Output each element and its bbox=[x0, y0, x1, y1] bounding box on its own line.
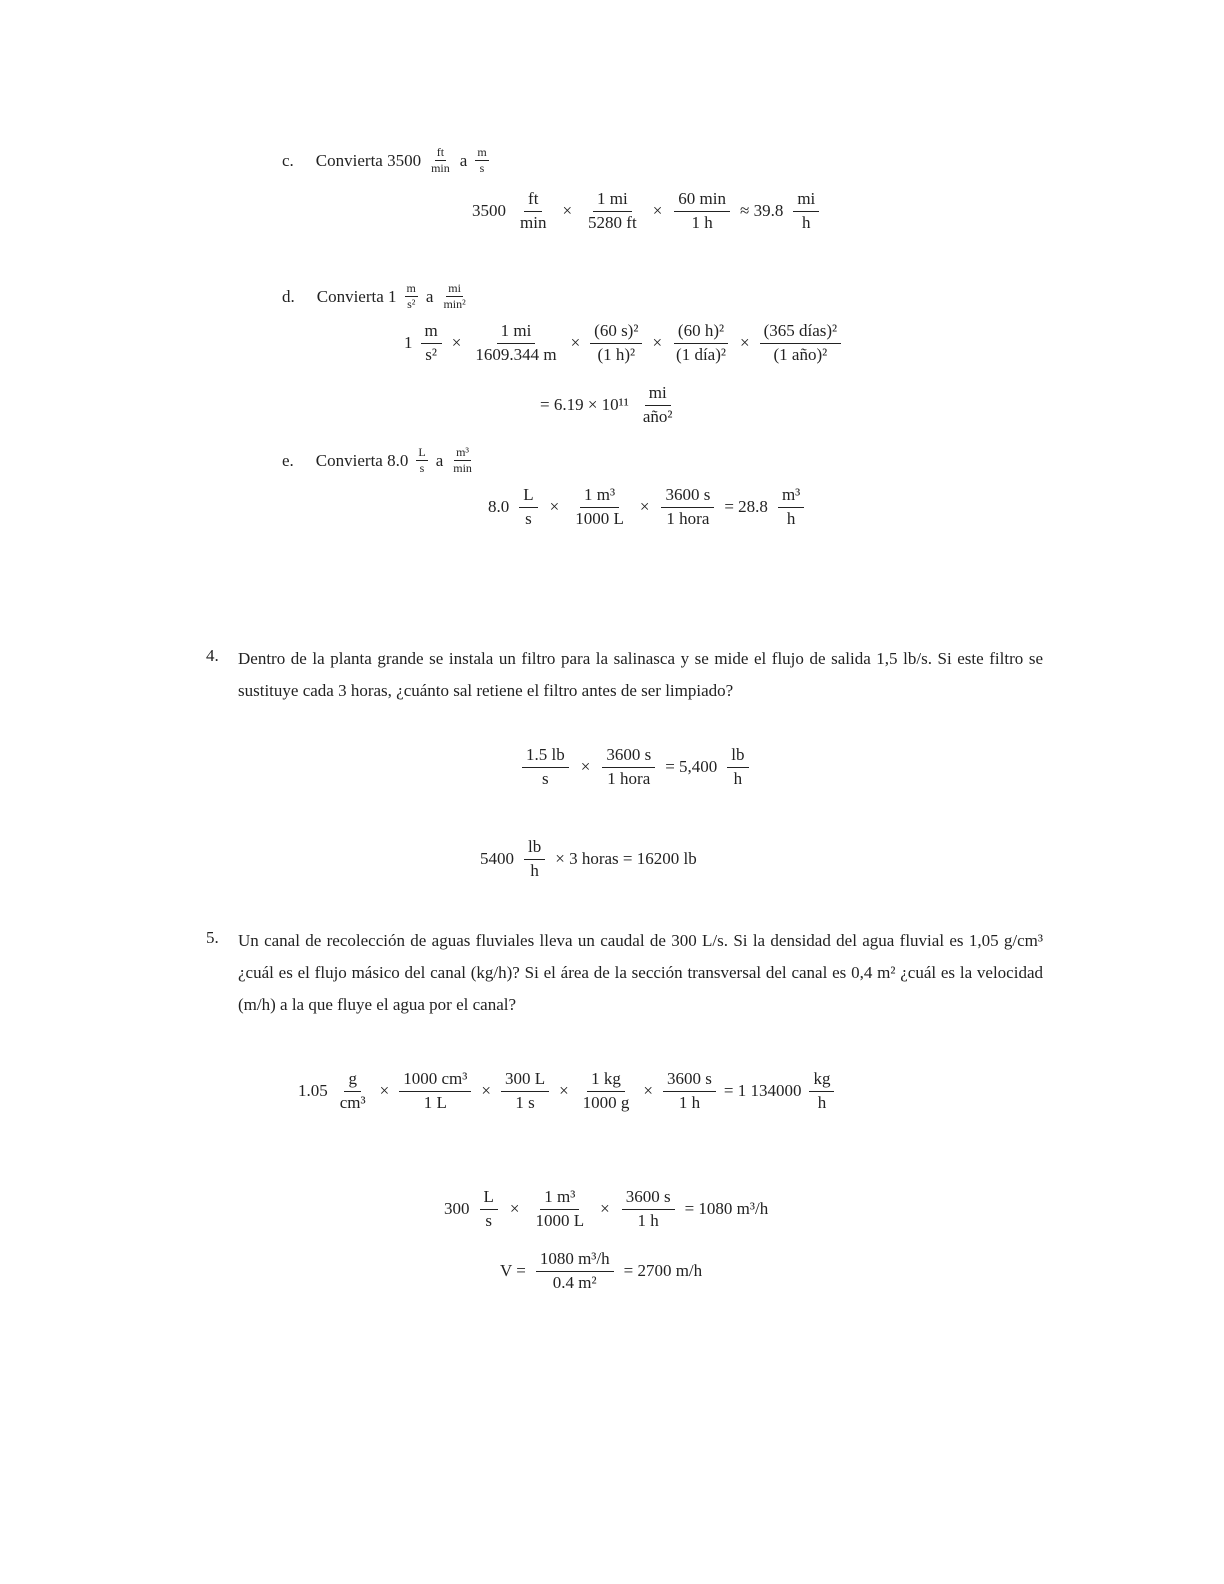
conversion-factor: $\frac{\text{1000 cm³}}{1 L}$ bbox=[399, 1070, 471, 1112]
result-text: = 1080 m³/h bbox=[684, 1199, 769, 1219]
problem-4-number: 4. bbox=[206, 646, 219, 665]
item-label: e. bbox=[282, 450, 294, 470]
result-unit: $\frac{\text{m³}}{h}$ bbox=[778, 486, 804, 528]
result-unit: $\frac{mi}{\text{año²}}$ bbox=[642, 383, 673, 426]
lhs-unit: $\frac{m}{\text{s²}}$ bbox=[421, 322, 442, 364]
lhs-unit: $\frac{L}{s}$ bbox=[519, 486, 537, 528]
heading-from-unit: $\frac{L}{s}$ bbox=[418, 445, 426, 476]
conversion-heading-text: Convierta 8.0 bbox=[315, 450, 409, 470]
conversion-c-equation: 3500 $\frac{ft}{\min}$ × $\frac{1 mi}{5280 ft}$ × $\frac{60 \min}{1 h}$ ≈ 39.8 $\frac{mi}{h}$ bbox=[472, 190, 821, 232]
heading-from-unit: $\frac{ft}{\min}$ bbox=[431, 145, 450, 176]
conversion-factor: $\frac{60 \min}{1 h}$ bbox=[674, 190, 730, 232]
conversion-factor: $\frac{\text{(60 s)²}}{\text{(1 h)²}}$ bbox=[590, 322, 642, 364]
flow-rate: $\frac{1.5 lb}{s}$ bbox=[522, 746, 569, 788]
velocity-label: V = bbox=[500, 1261, 526, 1281]
result-value: = 6.19 × 10¹¹ bbox=[540, 395, 629, 415]
lhs-value: 1.05 bbox=[298, 1081, 328, 1101]
result-unit: $\frac{mi}{h}$ bbox=[793, 190, 819, 232]
result-value: = 28.8 bbox=[724, 497, 768, 517]
lhs-value: 3500 bbox=[472, 201, 506, 221]
lhs-unit: $\frac{lb}{h}$ bbox=[524, 838, 545, 880]
lhs-value: 1 bbox=[404, 333, 413, 353]
conversion-factor: $\frac{3600 s}{\text{1 hora}}$ bbox=[661, 486, 714, 528]
conversion-d-heading: d. Convierta 1 $\frac{m}{\text{s²}}$ a $\frac{mi}{\text{min²}}$ bbox=[282, 281, 466, 312]
result-text: × 3 horas = 16200 lb bbox=[555, 849, 697, 869]
lhs-value: 8.0 bbox=[488, 497, 510, 517]
conversion-e-heading: e. Convierta 8.0 $\frac{L}{s}$ a $\frac{\text{m³}}{\min}$ bbox=[282, 445, 472, 476]
velocity-fraction: $\frac{\text{1080 m³/h}}{\text{0.4 m²}}$ bbox=[536, 1250, 614, 1292]
heading-to-unit: $\frac{mi}{\text{min²}}$ bbox=[443, 281, 466, 312]
conversion-d-result bbox=[540, 384, 679, 426]
conversion-d-equation: 1 $\frac{m}{\text{s²}}$ × $\frac{1 mi}{1609.344 m}$ × $\frac{\text{(60 s)²}}{\text{(1 h)²}}$ × $\frac{\text{(60 h)²}}{\text{(1 día)²}}$ × $\frac{\text{(365 días)²}}{\text{(1 año)²}}$ bbox=[404, 322, 843, 364]
result-unit: $\frac{lb}{h}$ bbox=[727, 746, 748, 788]
problem-4-equation-2 bbox=[480, 838, 697, 880]
conversion-factor: $\frac{1 mi}{5280 ft}$ bbox=[588, 189, 637, 232]
problem-4-equation-1: $\frac{1.5 lb}{s}$ × $\frac{3600 s}{\text{1 hora}}$ = 5,400 $\frac{lb}{h}$ bbox=[520, 746, 751, 788]
problem-5-equation-3 bbox=[500, 1250, 702, 1292]
result-value: ≈ 39.8 bbox=[739, 201, 784, 221]
result-value: = 1 134000 bbox=[723, 1081, 802, 1101]
conversion-factor: $\frac{3600 s}{\text{1 hora}}$ bbox=[602, 746, 655, 788]
problem-5-equation-2: 300 $\frac{L}{s}$ × $\frac{\text{1 m³}}{1000 L}$ × $\frac{3600 s}{1 h}$ = 1080 m³/h bbox=[444, 1187, 769, 1230]
lhs-unit: $\frac{ft}{\min}$ bbox=[520, 189, 547, 232]
conversion-c-heading: c. Convierta 3500 $\frac{ft}{\min}$ a $\frac{m}{s}$ bbox=[282, 145, 487, 176]
heading-from-unit: $\frac{m}{\text{s²}}$ bbox=[406, 281, 416, 312]
conversion-heading-text: Convierta 3500 bbox=[315, 150, 422, 170]
problem-5-number: 5. bbox=[206, 928, 219, 947]
item-label: c. bbox=[282, 150, 294, 170]
conversion-factor: $\frac{300 L}{1 s}$ bbox=[501, 1070, 549, 1112]
lhs-unit: $\frac{L}{s}$ bbox=[480, 1188, 498, 1230]
result-value: = 5,400 bbox=[665, 757, 718, 777]
conversion-factor: $\frac{1 mi}{1609.344 m}$ bbox=[475, 321, 557, 364]
heading-to-unit: $\frac{m}{s}$ bbox=[477, 145, 487, 176]
lhs-value: 5400 bbox=[480, 849, 514, 869]
conversion-factor: $\frac{1 kg}{1000 g}$ bbox=[582, 1069, 630, 1112]
problem-5-statement: Un canal de recolección de aguas fluviales lleva un caudal de 300 L/s. Si la densidad del agua fluvial es 1,05 g/cm³ ¿cuál es el flujo másico del canal (kg/h)? Si el área de la sección transversal del canal es 0,4 m² ¿cuál es la velocidad (m/h) a la que fluye el agua por el canal? bbox=[238, 931, 1043, 1014]
problem-4-statement: Dentro de la planta grande se instala un filtro para la salinasca y se mide el flujo de salida 1,5 lb/s. Si este filtro se sustituye cada 3 horas, ¿cuánto sal retiene el filtro antes de ser limpiado? bbox=[238, 649, 1043, 700]
conversion-e-equation: 8.0 $\frac{L}{s}$ × $\frac{\text{1 m³}}{1000 L}$ × $\frac{3600 s}{\text{1 hora}}$ = 28.8 $\frac{\text{m³}}{h}$ bbox=[488, 486, 806, 528]
result-unit: $\frac{kg}{h}$ bbox=[809, 1070, 834, 1112]
conversion-heading-text: Convierta 1 bbox=[316, 286, 397, 306]
result-text: = 2700 m/h bbox=[623, 1261, 703, 1281]
conversion-factor: $\frac{\text{(365 días)²}}{\text{(1 año)²}}$ bbox=[760, 322, 842, 364]
conversion-factor: $\frac{3600 s}{1 h}$ bbox=[622, 1188, 675, 1230]
conversion-factor: $\frac{\text{1 m³}}{1000 L}$ bbox=[575, 485, 624, 528]
conversion-factor: $\frac{3600 s}{1 h}$ bbox=[663, 1070, 716, 1112]
conversion-factor: $\frac{\text{(60 h)²}}{\text{(1 día)²}}$ bbox=[672, 322, 730, 364]
item-label: d. bbox=[282, 286, 295, 306]
lhs-value: 300 bbox=[444, 1199, 470, 1219]
conversion-factor: $\frac{\text{1 m³}}{1000 L}$ bbox=[535, 1187, 585, 1230]
heading-to-unit: $\frac{\text{m³}}{\min}$ bbox=[453, 445, 472, 476]
problem-5-equation-1: 1.05 $\frac{g}{\text{cm³}}$ × $\frac{\text{1000 cm³}}{1 L}$ × $\frac{300 L}{1 s}$ × $\frac{1 kg}{1000 g}$ × $\frac{3600 s}{1 h}$ = 1 134000 $\frac{kg}{h}$ bbox=[298, 1070, 836, 1112]
lhs-unit: $\frac{g}{\text{cm³}}$ bbox=[339, 1069, 366, 1112]
